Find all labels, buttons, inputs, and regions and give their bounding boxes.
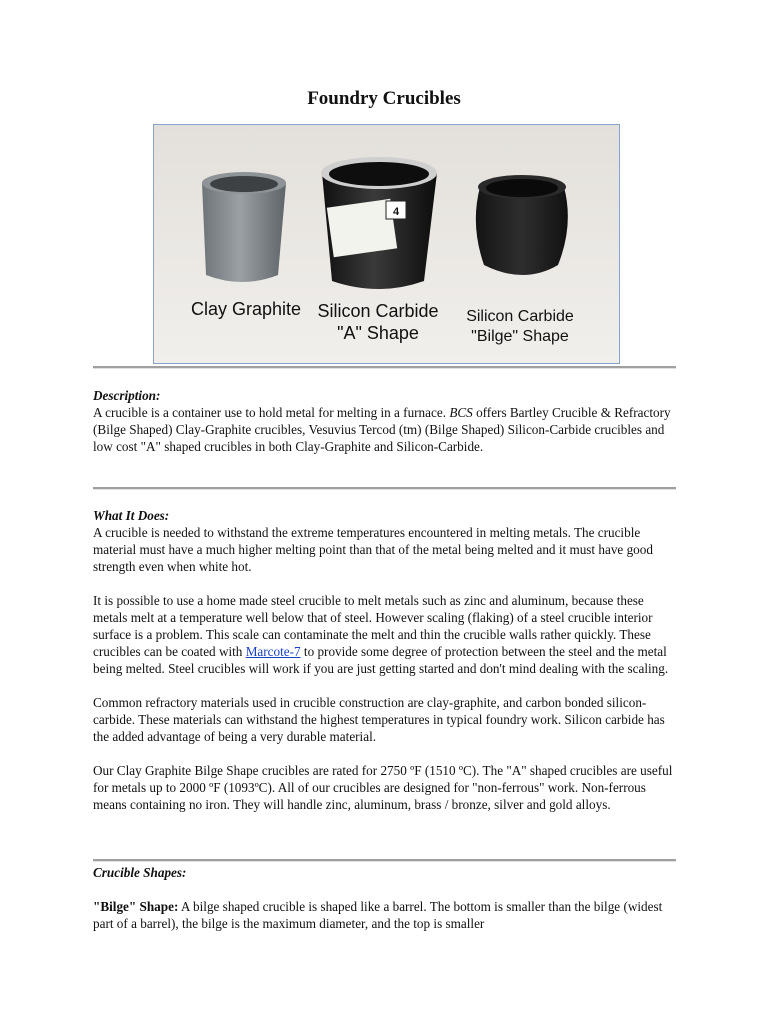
silicon-carbide-a-crucible bbox=[321, 157, 437, 289]
photo-label-2-line-1: Silicon Carbide bbox=[317, 301, 439, 321]
description-text bbox=[93, 404, 678, 455]
crucible-shapes-section bbox=[93, 864, 678, 932]
description-text-b: offers Bartley Crucible & Refractory (Bilge Shaped) Clay-Graphite crucibles, Vesuvius Tercod (tm) (Bilge Shaped) Silicon-Carbide crucibles and low cost "A" shaped crucibles in both Clay-Graphite and Silicon-Carbide. bbox=[93, 405, 671, 454]
description-section bbox=[93, 387, 678, 455]
paragraph-2-text-b: to provide some degree of protection between the steel and the metal being melted. Steel crucibles will work if you are just getting started and don't mind dealing with the scaling. bbox=[93, 644, 669, 676]
bilge-shape-term: "Bilge" Shape: bbox=[93, 899, 179, 914]
photo-label-3-line-1: Silicon Carbide bbox=[466, 308, 574, 325]
what-it-does-heading: What It Does: bbox=[93, 508, 170, 523]
what-it-does-paragraph-4: Our Clay Graphite Bilge Shape crucibles are rated for 2750 ºF (1510 ºC). The "A" shaped crucibles are useful for metals up to 2000 ºF (1093ºC). All of our crucibles are designed for "non-ferrous" work. Non-ferrous means containing no iron. They will handle zinc, aluminum, brass / bronze, silver and gold alloys. bbox=[93, 763, 673, 812]
bcs-emphasis: BCS bbox=[449, 405, 473, 420]
clay-graphite-crucible bbox=[202, 172, 286, 282]
sticker-number: 4 bbox=[392, 206, 400, 218]
crucible-shapes-heading: Crucible Shapes: bbox=[93, 865, 187, 880]
photo-label-1-line-1: Clay Graphite bbox=[190, 299, 302, 319]
what-it-does-paragraph-3: Common refractory materials used in crucible construction are clay-graphite, and carbon bonded silicon-carbide. These materials can withstand the highest temperatures in typical foundry work. Silicon carbide has the added advantage of being a very durable material. bbox=[93, 695, 665, 744]
marcote-7-link[interactable]: Marcote-7 bbox=[245, 644, 301, 659]
photo-label-3-line-2: "Bilge" Shape bbox=[471, 328, 569, 345]
what-it-does-paragraph-1: A crucible is needed to withstand the extreme temperatures encountered in melting metals. The crucible material must have a much higher melting point than that of the metal being melted and it must have good strength even when white hot. bbox=[93, 525, 653, 574]
bilge-shape-text: A bilge shaped crucible is shaped like a barrel. The bottom is smaller than the bilge (widest part of a barrel), the bilge is the maximum diameter, and the top is smaller bbox=[93, 899, 663, 931]
what-it-does-paragraph-2 bbox=[93, 592, 678, 677]
description-text-a: A crucible is a container use to hold metal for melting in a furnace. bbox=[93, 405, 450, 420]
paragraph-2-text-a: It is possible to use a home made steel crucible to melt metals such as zinc and aluminum, because these metals melt at a temperature well below that of steel. However scaling (flaking) of a steel crucible interior surface is a problem. This scale can contaminate the melt and thin the crucible walls rather quickly. These crucibles can be coated with bbox=[93, 593, 653, 659]
silicon-carbide-bilge-crucible bbox=[476, 175, 568, 275]
divider bbox=[93, 859, 676, 862]
divider bbox=[93, 366, 676, 369]
description-heading: Description: bbox=[93, 388, 161, 403]
bilge-shape-paragraph bbox=[93, 898, 678, 932]
page-title: Foundry Crucibles bbox=[307, 88, 461, 109]
photo-label-2-line-2: "A" Shape bbox=[337, 323, 419, 343]
divider bbox=[93, 487, 676, 490]
crucibles-illustration bbox=[154, 125, 619, 363]
what-it-does-section bbox=[93, 507, 678, 813]
crucibles-photo bbox=[153, 124, 620, 364]
